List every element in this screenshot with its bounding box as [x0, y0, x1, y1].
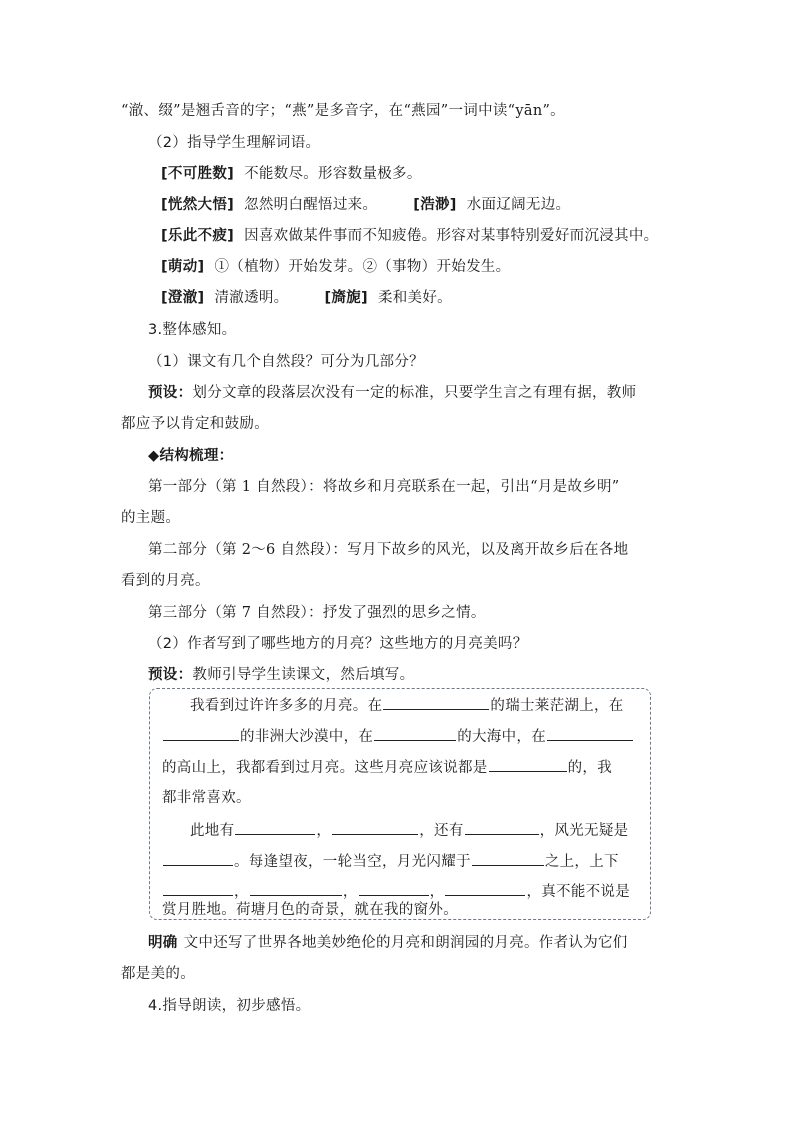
passage-line: 我看到过许许多多的月亮。在 的瑞士莱茫湖上，在 [190, 695, 624, 716]
preset-answer-1: 预设：划分文章的段落层次没有一定的标准，只要学生言之有理有据，教师 [148, 385, 637, 401]
blank-field[interactable] [235, 820, 315, 835]
passage-line: 此地有 ， ，还有 ，风光无疑是 [190, 820, 628, 841]
passage-line: 的高山上，我都看到过月亮。这些月亮应该说都是 的，我 [162, 757, 612, 778]
blank-field[interactable] [163, 881, 233, 896]
structure-heading: ◆结构梳理： [148, 448, 234, 464]
part-two-cont: 看到的月亮。 [121, 573, 210, 589]
blank-field[interactable] [163, 851, 233, 866]
blank-field[interactable] [163, 726, 239, 741]
passage-line: 赏月胜地。荷塘月色的奇景，就在我的窗外。 [162, 902, 458, 918]
question-1: （1）课文有几个自然段？可分为几部分？ [148, 354, 424, 370]
passage-line: 的非洲大沙漠中，在 的大海中，在 [162, 726, 634, 747]
blank-field[interactable] [250, 881, 342, 896]
part-one: 第一部分（第 1 自然段）：将故乡和月亮联系在一起，引出“月是故乡明” [148, 479, 620, 495]
blank-field[interactable] [383, 695, 489, 710]
section-heading-reading: 4.指导朗读，初步感悟。 [148, 998, 311, 1014]
vocab-entry: [恍然大悟] 忽然明白醒悟过来。 [浩渺] 水面辽阔无边。 [161, 197, 571, 213]
part-one-cont: 的主题。 [121, 510, 181, 526]
part-two: 第二部分（第 2～6 自然段）：写月下故乡的风光，以及离开故乡后在各地 [148, 542, 629, 558]
passage-line: ， ， ， ，真不能不说是 [162, 881, 630, 902]
blank-field[interactable] [472, 851, 544, 866]
preset-answer-1-cont: 都应予以肯定和鼓励。 [121, 416, 269, 432]
passage-line: 都非常喜欢。 [162, 790, 251, 806]
blank-field[interactable] [547, 726, 633, 741]
blank-field[interactable] [445, 881, 525, 896]
vocab-entry: [萌动] ①（植物）开始发芽。②（事物）开始发生。 [161, 259, 511, 275]
clarification: 明确 文中还写了世界各地美妙绝伦的月亮和朗润园的月亮。作者认为它们 [148, 935, 628, 951]
pronunciation-note: “澈、缀”是翘舌音的字；“燕”是多音字，在“燕园”一词中读“yān”。 [121, 103, 565, 119]
section-heading-overview: 3.整体感知。 [148, 322, 237, 338]
step-understand-words: （2）指导学生理解词语。 [148, 135, 321, 151]
blank-field[interactable] [359, 881, 429, 896]
preset-answer-2: 预设：教师引导学生读课文，然后填写。 [148, 667, 415, 683]
clarification-cont: 都是美的。 [121, 966, 195, 982]
blank-field[interactable] [489, 757, 567, 772]
blank-field[interactable] [465, 820, 539, 835]
vocab-entry: [澄澈] 清澈透明。 [旖旎] 柔和美好。 [161, 290, 452, 306]
part-three: 第三部分（第 7 自然段）：抒发了强烈的思乡之情。 [148, 605, 486, 621]
question-2: （2）作者写到了哪些地方的月亮？这些地方的月亮美吗？ [148, 636, 528, 652]
blank-field[interactable] [374, 726, 456, 741]
blank-field[interactable] [332, 820, 418, 835]
passage-line: 。每逢望夜，一轮当空，月光闪耀于 之上，上下 [162, 851, 619, 872]
vocab-entry: [不可胜数] 不能数尽。形容数量极多。 [161, 166, 422, 182]
vocab-entry: [乐此不疲] 因喜欢做某件事而不知疲倦。形容对某事特别爱好而沉浸其中。 [161, 228, 659, 244]
